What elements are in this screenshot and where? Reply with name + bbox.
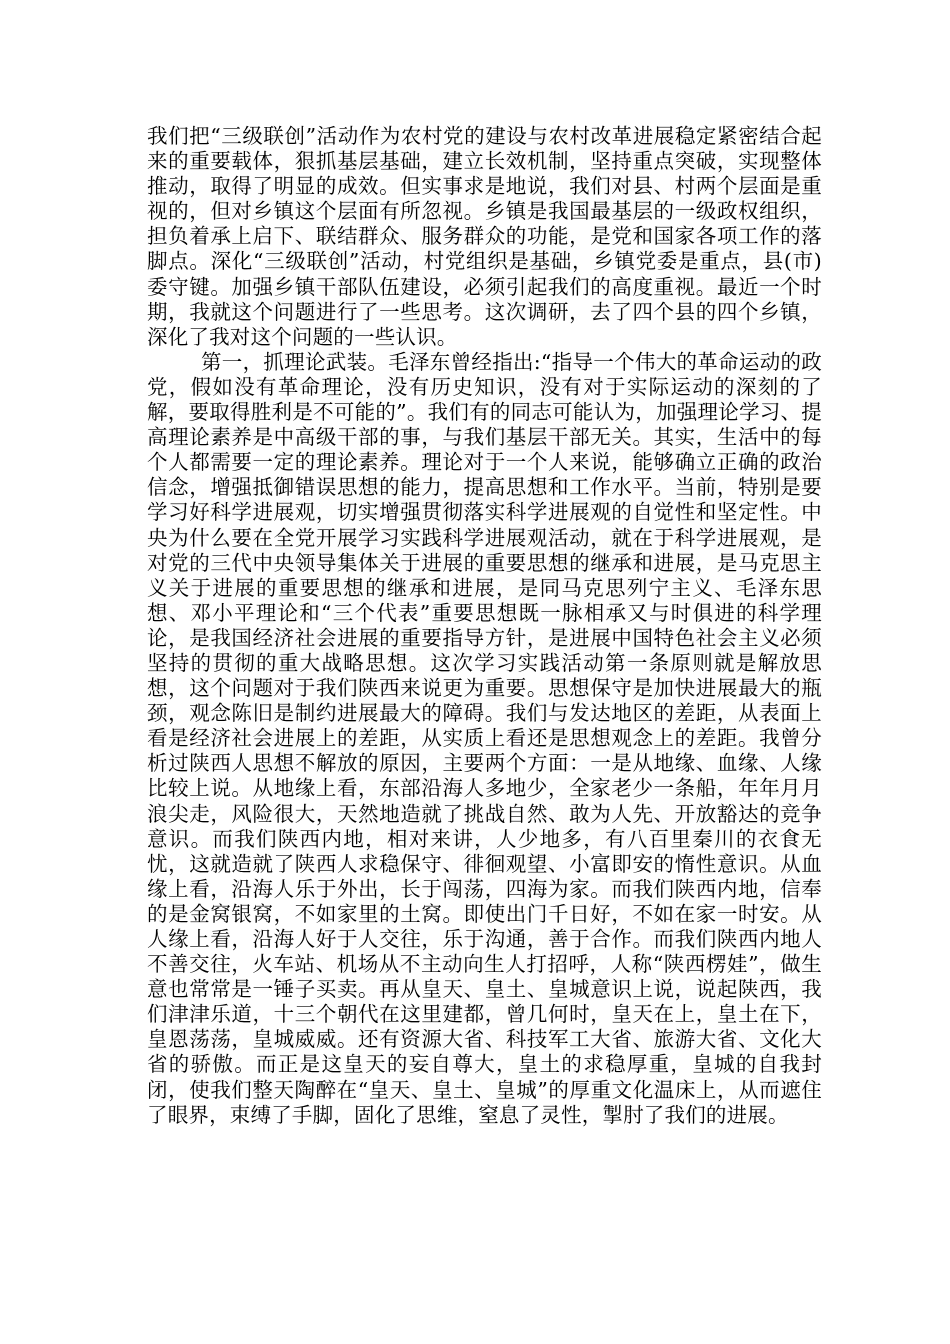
paragraph-intro: 我们把“三级联创”活动作为农村党的建设与农村改革进展稳定紧密结合起来的重要载体，狠抓基层基础，建立长效机制，坚持重点突破，实现整体推动，取得了明显的成效。但实事求是地说，我们对县、村两个层面是重视的，但对乡镇这个层面有所忽视。乡镇是我国最基层的一级政权组织，担负着承上启下、联结群众、服务群众的功能，是党和国家各项工作的落脚点。深化“三级联创”活动，村党组织是基础，乡镇党委是重点，县(市)委守键。加强乡镇干部队伍建设，必须引起我们的高度重视。最近一个时期，我就这个问题进行了一些思考。这次调研，去了四个县的四个乡镇，深化了我对这个问题的一些认识。 [147, 124, 822, 349]
body-text [147, 124, 822, 1128]
paragraph-theory-study: 第一，抓理论武装。毛泽东曾经指出:“指导一个伟大的革命运动的政党，假如没有革命理论，没有历史知识，没有对于实际运动的深刻的了解，要取得胜利是不可能的”。我们有的同志可能认为，加强理论学习、提高理论素养是中高级干部的事，与我们基层干部无关。其实，生活中的每个人都需要一定的理论素养。理论对于一个人来说，能够确立正确的政治信念，增强抵御错误思想的能力，提高思想和工作水平。当前，特别是要学习好科学进展观，切实增强贯彻落实科学进展观的自觉性和坚定性。中央为什么要在全党开展学习实践科学进展观活动，就在于科学进展观，是对党的三代中央领导集体关于进展的重要思想的继承和进展，是马克思主义关于进展的重要思想的继承和进展，是同马克思列宁主义、毛泽东思想、邓小平理论和“三个代表”重要思想既一脉相承又与时俱进的科学理论，是我国经济社会进展的重要指导方针，是进展中国特色社会主义必须坚持的贯彻的重大战略思想。这次学习实践活动第一条原则就是解放思想，这个问题对于我们陕西来说更为重要。思想保守是加快进展最大的瓶颈，观念陈旧是制约进展最大的障碍。我们与发达地区的差距，从表面上看是经济社会进展上的差距，从实质上看还是思想观念上的差距。我曾分析过陕西人思想不解放的原因，主要两个方面：一是从地缘、血缘、人缘比较上说。从地缘上看，东部沿海人多地少，全家老少一条船，年年月月浪尖走，风险很大，天然地造就了挑战自然、敢为人先、开放豁达的竞争意识。而我们陕西内地，相对来讲，人少地多，有八百里秦川的衣食无忧，这就造就了陕西人求稳保守、徘徊观望、小富即安的惰性意识。从血缘上看，沿海人乐于外出，长于闯荡，四海为家。而我们陕西内地，信奉的是金窝银窝，不如家里的土窝。即使出门千日好，不如在家一时安。从人缘上看，沿海人好于人交往，乐于沟通，善于合作。而我们陕西内地人不善交往，火车站、机场从不主动向生人打招呼，人称“陕西楞娃”，做生意也常常是一锤子买卖。再从皇天、皇土、皇城意识上说，说起陕西，我们津津乐道，十三个朝代在这里建都，曾几何时，皇天在上，皇土在下，皇恩荡荡，皇城威威。还有资源大省、科技军工大省、旅游大省、文化大省的骄傲。而正是这皇天的妄自尊大，皇土的求稳厚重，皇城的自我封闭，使我们整天陶醉在“皇天、皇土、皇城”的厚重文化温床上，从而遮住了眼界，束缚了手脚，固化了思维，窒息了灵性，掣肘了我们的进展。 [147, 349, 822, 1127]
